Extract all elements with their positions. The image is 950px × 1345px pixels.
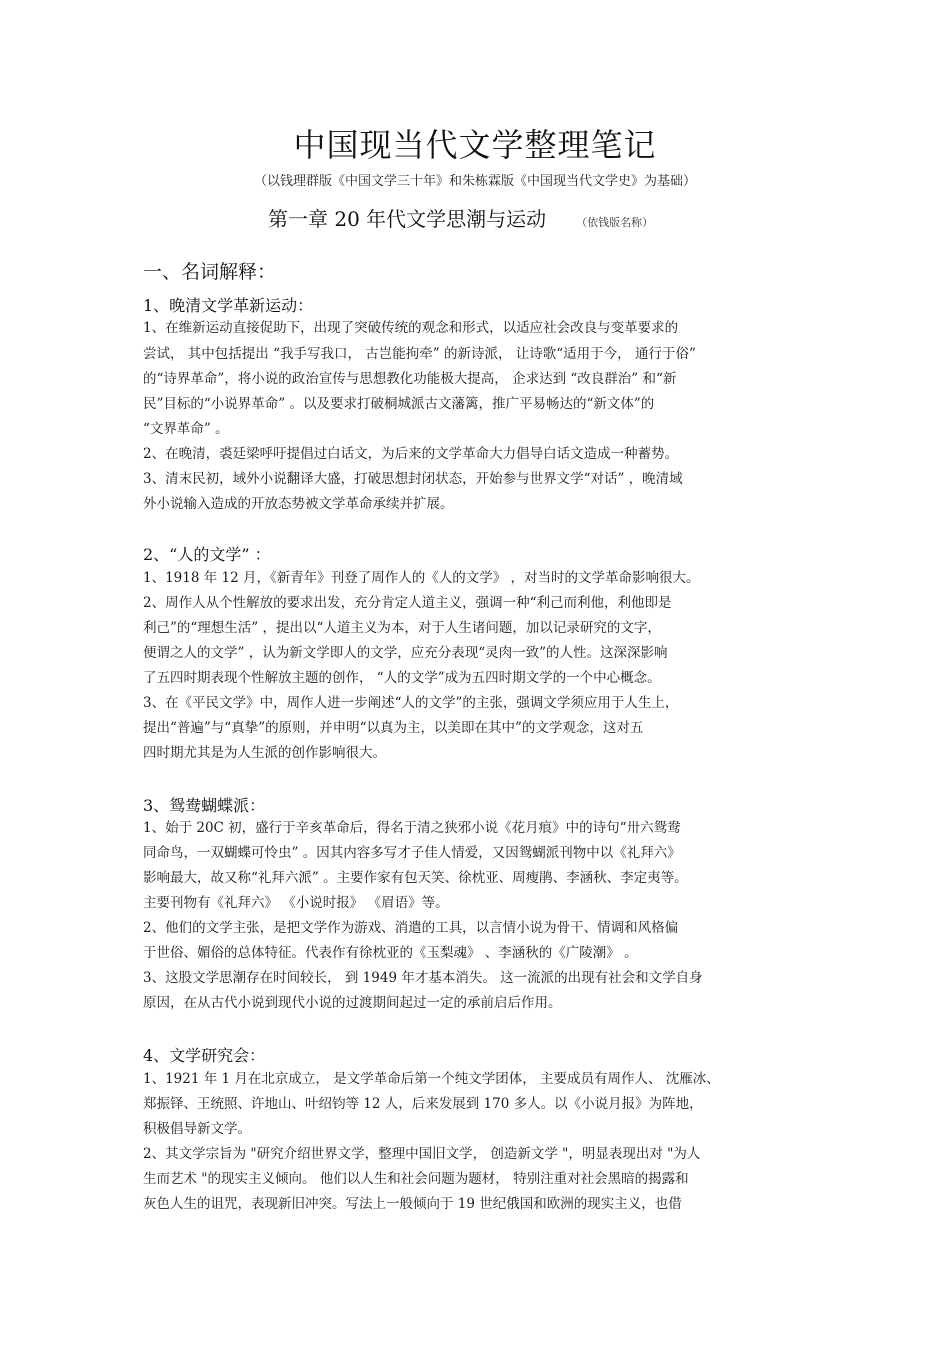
paragraph-line: 外小说输入造成的开放态势被文学革命承续并扩展。 [143, 496, 454, 512]
paragraph-line: 的“诗界革命”，将小说的政治宣传与思想教化功能极大提高， 企求达到 “改良群治” 和“新 [143, 371, 677, 387]
paragraph-line: 1、始于 20C 初，盛行于辛亥革命后，得名于清之狭邪小说《花月痕》中的诗句“卅六鸳鸯 [143, 820, 681, 836]
chapter-note: （依钱版名称） [576, 216, 654, 229]
paragraph-line: “文界革命” 。 [143, 421, 229, 437]
chapter-heading [268, 203, 653, 232]
paragraph-line: 利己”的“理想生活” ，提出以“人道主义为本，对于人生诸问题，加以记录研究的文字， [143, 620, 661, 636]
section-heading: 一、名词解释： [143, 261, 277, 283]
paragraph-line: 2、周作人从个性解放的要求出发，充分肯定人道主义，强调一种“利己而利他，利他即是 [143, 595, 672, 611]
paragraph-line: 3、在《平民文学》中，周作人进一步阐述“人的文学”的主张，强调文学须应用于人生上， [143, 695, 679, 711]
term-heading-4: 4、文学研究会： [143, 1046, 266, 1065]
paragraph-line: 主要刊物有《礼拜六》 《小说时报》 《眉语》等。 [143, 895, 449, 911]
paragraph-line: 灰色人生的诅咒，表现新旧冲突。写法上一般倾向于 19 世纪俄国和欧洲的现实主义，也借 [143, 1196, 682, 1212]
paragraph-line: 2、其文学宗旨为 "研究介绍世界文学，整理中国旧文学， 创造新文学 "，明显表现出对 "为人 [143, 1146, 701, 1162]
term-heading-2: 2、“人的文学” ： [143, 545, 271, 564]
paragraph-line: 2、他们的文学主张，是把文学作为游戏、消遣的工具，以言情小说为骨干、情调和风格偏 [143, 920, 679, 936]
paragraph-line: 郑振铎、王统照、许地山、叶绍钧等 12 人，后来发展到 170 多人。以《小说月报》为阵地， [143, 1096, 703, 1112]
paragraph-line: 1、1918 年 12 月，《新青年》刊登了周作人的《人的文学》 ，对当时的文学革命影响很大。 [143, 570, 700, 586]
term-heading-1: 1、晚清文学革新运动： [143, 296, 314, 315]
paragraph-line: 影响最大，故又称“礼拜六派” 。主要作家有包天笑、徐枕亚、周瘦鹃、李涵秋、李定夷等。 [143, 870, 688, 886]
paragraph-line: 民”目标的“小说界革命” 。以及要求打破桐城派古文藩篱，推广平易畅达的“新文体”的 [143, 396, 655, 412]
paragraph-line: 尝试， 其中包括提出 “我手写我口， 古岂能拘牵” 的新诗派， 让诗歌“适用于今， 通行于俗” [143, 346, 696, 362]
paragraph-line: 生而艺术 "的现实主义倾向。 他们以人生和社会问题为题材， 特别注重对社会黑暗的揭露和 [143, 1171, 689, 1187]
chapter-title: 第一章 20 年代文学思潮与运动 [268, 207, 547, 231]
paragraph-line: 原因，在从古代小说到现代小说的过渡期间起过一定的承前启后作用。 [143, 995, 562, 1011]
paragraph-line: 同命鸟，一双蝴蝶可怜虫” 。因其内容多写才子佳人情爱，又因鸳蝴派刊物中以《礼拜六》 [143, 845, 681, 861]
paragraph-line: 便谓之人的文学” ，认为新文学即人的文学，应充分表现“灵肉一致”的人性。这深深影响 [143, 645, 668, 661]
paragraph-line: 3、清末民初，域外小说翻译大盛，打破思想封闭状态，开始参与世界文学“对话” ，晚清域 [143, 471, 683, 487]
paragraph-line: 积极倡导新文学。 [143, 1121, 251, 1137]
paragraph-line: 于世俗、媚俗的总体特征。代表作有徐枕亚的《玉梨魂》 、李涵秋的《广陵潮》 。 [143, 945, 638, 961]
term-heading-3: 3、鸳鸯蝴蝶派： [143, 796, 266, 815]
paragraph-line: 2、在晚清，裘廷梁呼吁提倡过白话文，为后来的文学革命大力倡导白话文造成一种蓄势。 [143, 446, 679, 462]
document-title: 中国现当代文学整理笔记 [293, 126, 657, 164]
paragraph-line: 四时期尤其是为人生派的创作影响很大。 [143, 745, 386, 761]
paragraph-line: 1、在维新运动直接促助下，出现了突破传统的观念和形式，以适应社会改良与变革要求的 [143, 320, 679, 336]
paragraph-line: 提出“普遍”与“真挚”的原则，并申明“以真为主，以美即在其中”的文学观念，这对五 [143, 720, 644, 736]
paragraph-line: 3、这股文学思潮存在时间较长， 到 1949 年才基本消失。 这一流派的出现有社会和文学自身 [143, 970, 703, 986]
paragraph-line: 了五四时期表现个性解放主题的创作， “人的文学”成为五四时期文学的一个中心概念。 [143, 670, 661, 686]
document-subtitle: （以钱理群版《中国文学三十年》和朱栋霖版《中国现当代文学史》为基础） [253, 174, 696, 189]
paragraph-line: 1、1921 年 1 月在北京成立， 是文学革命后第一个纯文学团体， 主要成员有周作人、 沈雁冰、 [143, 1071, 720, 1087]
